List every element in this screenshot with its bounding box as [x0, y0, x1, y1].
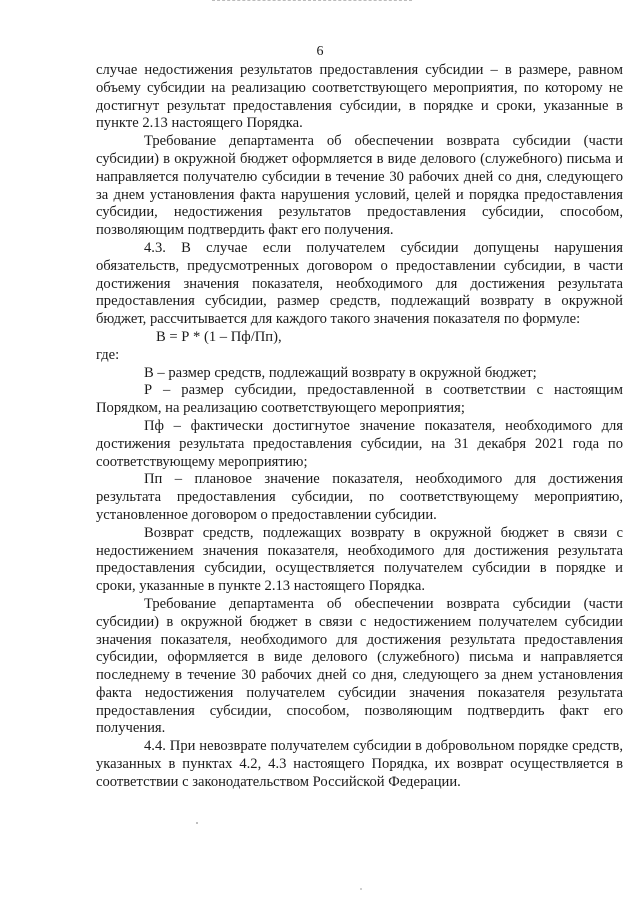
paragraph-requirement-1: Требование департамента об обеспечении возврата субсидии (части субсидии) в окружной бюджет оформляется в виде делового (служебного) письма и направляется получателю субсидии в течение 30 рабочих дней со дня, следующего за днем установления факта нарушения условий, целей и порядка предоставления субсидии, недостижения результатов предоставления субсидии, способом, позволяющим подтвердить факт его получения.	[96, 133, 623, 239]
paragraph-4-3: 4.3. В случае если получателем субсидии допущены нарушения обязательств, предусмотренных договором о предоставлении субсидии, в части достижения значения показателя, необходимого для достижения результата предоставления субсидии, размер средств, подлежащий возврату в окружной бюджет, рассчитывается для каждого такого значения показателя по формуле:	[96, 239, 623, 328]
page-number: 6	[316, 44, 324, 59]
definition-v: В – размер средств, подлежащий возврату в окружной бюджет;	[144, 364, 537, 381]
definition-pf: Пф – фактически достигнутое значение показателя, необходимого для достижения результата предоставления субсидии, на 31 декабря 2021 года по соответствующему мероприятию;	[96, 417, 623, 470]
scan-artifact-dot	[196, 822, 198, 824]
scan-artifact-dot	[360, 888, 362, 890]
formula-where-label: где:	[96, 346, 120, 363]
paragraph-continuation: случае недостижения результатов предоставления субсидии – в размере, равном объему субсидии на реализацию соответствующего мероприятия, по которому не достигнут результат предоставления субсидии, в порядке и сроки, указанные в пункте 2.13 настоящего Порядка.	[96, 62, 623, 132]
definition-r: Р – размер субсидии, предоставленной в соответствии с настоящим Порядком, на реализацию соответствующего мероприятия;	[96, 382, 623, 417]
paragraph-refund: Возврат средств, подлежащих возврату в окружной бюджет в связи с недостижением значения показателя, необходимого для достижения результата предоставления субсидии, осуществляется получателем субсидии в порядке и сроки, указанные в пункте 2.13 настоящего Порядка.	[96, 524, 623, 595]
paragraph-4-4: 4.4. При невозврате получателем субсидии в добровольном порядке средств, указанных в пунктах 4.2, 4.3 настоящего Порядка, их возврат осуществляется в соответствии с законодательством Российской Федерации.	[96, 738, 623, 790]
document-body	[96, 62, 623, 792]
paragraph-requirement-2: Требование департамента об обеспечении возврата субсидии (части субсидии) в окружной бюджет в связи с недостижением получателем субсидии значения показателя, необходимого для достижения результата предоставления субсидии, оформляется в виде делового (служебного) письма и направляется последнему в течение 30 рабочих дней со дня, следующего за днем установления факта недостижения получателем субсидии значения показателя результата предоставления субсидии, способом, позволяющим подтвердить факт его получения.	[96, 595, 623, 737]
formula: В = Р * (1 – Пф/Пп),	[156, 328, 282, 345]
definition-pp: Пп – плановое значение показателя, необходимого для достижения результата предоставления субсидии, по соответствующему мероприятию, установленное договором о предоставлении субсидии.	[96, 471, 623, 523]
scan-artifact-line	[212, 0, 412, 2]
